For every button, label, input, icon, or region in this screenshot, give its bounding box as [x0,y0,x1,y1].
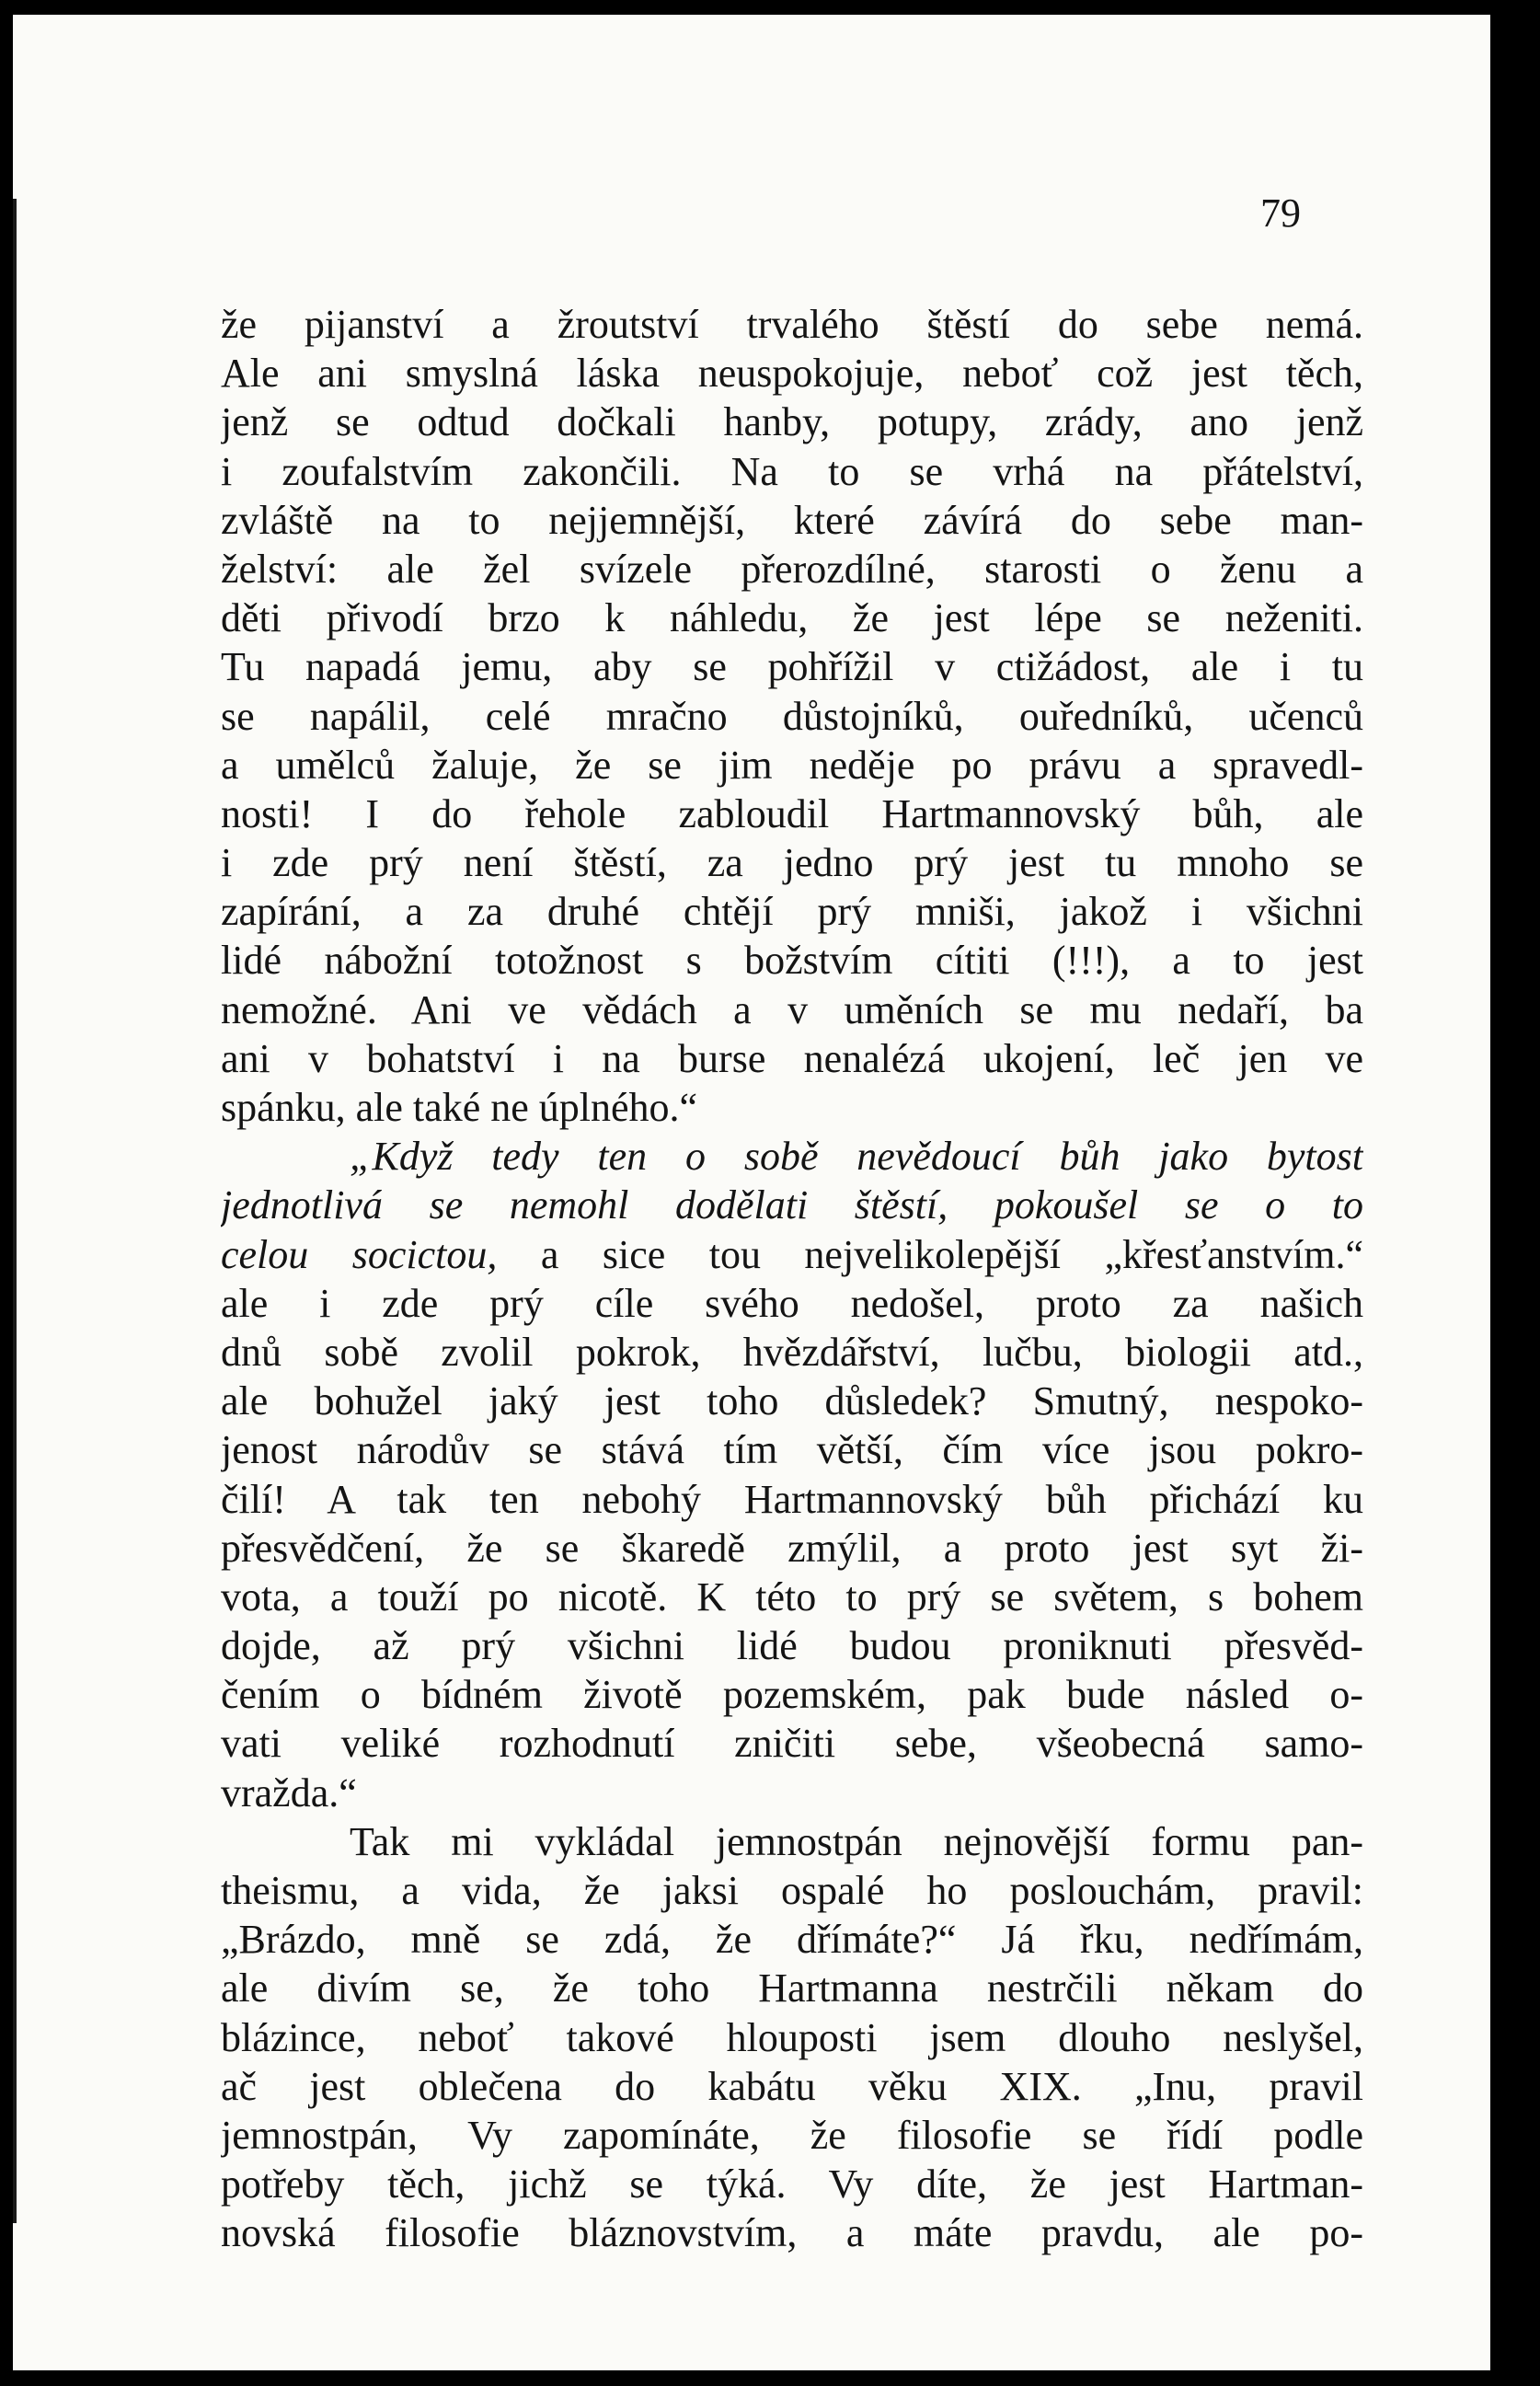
text-line: že pijanství a žroutství trvalého štěstí do sebe nemá. [221,302,1363,347]
text-line: ač jest oblečena do kabátu věku XIX. „Inu, pravil [221,2063,1363,2109]
text-line: se napálil, celé mračno důstojníků, ouředníků, učenců [221,693,1363,739]
text-line: ani v bohatství i na burse nenalézá ukojení, leč jen ve [221,1035,1363,1081]
text-line: jenž se odtud dočkali hanby, potupy, zrády, ano jenž [221,399,1363,445]
text-line: ale bohužel jaký jest toho důsledek? Smutný, nespoko- [221,1378,1363,1424]
text-line: nemožné. Ani ve vědách a v uměních se mu nedaří, ba [221,986,1363,1032]
page-number: 79 [1260,190,1301,236]
text-line: vota, a touží po nicotě. K této to prý se světem, s bohem [221,1573,1363,1619]
text-line: potřeby těch, jichž se týká. Vy díte, že jest Hartman- [221,2161,1363,2207]
text-line: nosti! I do řehole zabloudil Hartmannovský bůh, ale [221,790,1363,836]
text-line: jenost národův se stává tím větší, čím více jsou pokro- [221,1427,1363,1473]
body-text [221,300,1363,2258]
text-line: dnů sobě zvolil pokrok, hvězdářství, lučbu, biologii atd., [221,1329,1363,1375]
text-line-italic-part: celou socictou, [221,1231,498,1277]
text-line-italic: jednotlivá se nemohl dodělati štěstí, pokoušel se o to [221,1182,1363,1228]
text-line: ale i zde prý cíle svého nedošel, proto za našich [221,1280,1363,1326]
text-line: zvláště na to nejjemnější, které závírá do sebe man- [221,497,1363,543]
text-line: i zde prý není štěstí, za jedno prý jest tu mnoho se [221,840,1363,886]
text-line: želství: ale žel svízele přerozdílné, starosti o ženu a [221,546,1363,592]
text-line: a umělců žaluje, že se jim neděje po právu a spravedl- [221,742,1363,788]
text-line-roman-part: a sice tou nejvelikolepější „křesťanstvím.“ [497,1231,1363,1277]
text-line: spánku, ale také ne úplného.“ [221,1085,698,1130]
book-page [13,15,1490,2370]
text-line: blázince, neboť takové hlouposti jsem dlouho neslyšel, [221,2014,1363,2060]
text-line: theismu, a vida, že jaksi ospalé ho poslouchám, pravil: [221,1868,1363,1913]
text-line: vati veliké rozhodnutí zničiti sebe, všeobecná samo- [221,1721,1363,1767]
text-line: Ale ani smyslná láska neuspokojuje, neboť což jest těch, [221,351,1363,397]
text-line-mixed [221,1230,1363,1279]
text-line: jemnostpán, Vy zapomínáte, že filosofie se řídí podle [221,2112,1363,2158]
text-line: Tak mi vykládal jemnostpán nejnovější formu pan- [350,1818,1363,1864]
text-line: i zoufalstvím zakončili. Na to se vrhá na přátelství, [221,448,1363,494]
text-line: Tu napadá jemu, aby se pohřížil v ctižádost, ale i tu [221,644,1363,690]
text-line: zapírání, a za druhé chtějí prý mniši, jakož i všichni [221,889,1363,935]
text-line: „Brázdo, mně se zdá, že dřímáte?“ Já řku, nedřímám, [221,1917,1363,1963]
text-line: dojde, až prý všichni lidé budou proniknuti přesvěd- [221,1623,1363,1669]
text-line: novská filosofie bláznovstvím, a máte pravdu, ale po- [221,2210,1363,2256]
text-line: přesvědčení, že se škaredě zmýlil, a proto jest syt ži- [221,1525,1363,1571]
text-line-italic: „Když tedy ten o sobě nevědoucí bůh jako bytost [350,1134,1363,1180]
text-line: děti přivodí brzo k náhledu, že jest lépe se neženiti. [221,595,1363,641]
text-line: ale divím se, že toho Hartmanna nestrčili někam do [221,1965,1363,2011]
text-line: čilí! A tak ten nebohý Hartmannovský bůh přichází ku [221,1476,1363,1522]
page-edge-shadow [13,199,17,2223]
text-line: vražda.“ [221,1769,357,1815]
text-line: čením o bídném životě pozemském, pak bude násled o- [221,1672,1363,1718]
text-line: lidé nábožní totožnost s božstvím cítiti (!!!), a to jest [221,938,1363,984]
